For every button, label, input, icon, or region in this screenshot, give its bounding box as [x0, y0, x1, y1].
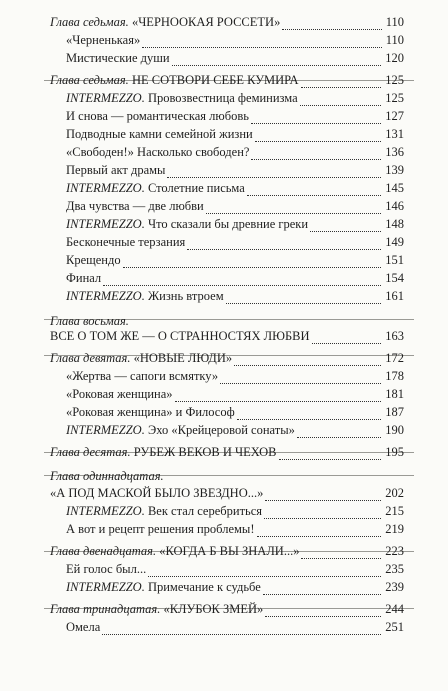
entry-title: «КОГДА Б ВЫ ЗНАЛИ...» [159, 544, 300, 558]
toc-entry[interactable] [0, 108, 448, 124]
intermezzo-label: INTERMEZZO. [66, 580, 145, 594]
entry-title: «А ПОД МАСКОЙ БЫЛО ЗВЕЗДНО...» [50, 486, 264, 500]
toc-entry-label [66, 198, 204, 214]
toc-entry-label [66, 162, 165, 178]
toc-entry-label [66, 288, 224, 304]
entry-title: «Роковая женщина» и Философ [66, 405, 235, 419]
toc-entry[interactable] [0, 422, 448, 438]
toc-entry[interactable] [0, 216, 448, 232]
leader-dots [206, 203, 382, 214]
toc-entry-label [50, 444, 277, 460]
leader-dots [282, 19, 381, 30]
entry-title: Мистические души [66, 51, 170, 65]
leader-dots [301, 77, 382, 88]
toc-entry-label [66, 521, 255, 537]
page-number: 125 [385, 91, 404, 105]
page-number: 190 [385, 423, 404, 437]
leader-dots [257, 526, 382, 537]
toc-entry-label [66, 368, 218, 384]
toc-entry[interactable] [0, 404, 448, 420]
page-number: 146 [385, 199, 404, 213]
toc-entry-label [66, 126, 253, 142]
page-number: 235 [385, 562, 404, 576]
toc-entry[interactable] [0, 521, 448, 537]
leader-dots [237, 409, 382, 420]
leader-dots [265, 606, 381, 617]
entry-title: Эхо «Крейцеровой сонаты» [147, 423, 295, 437]
leader-dots [297, 427, 381, 438]
toc-entry-label [50, 350, 232, 366]
page-number: 139 [385, 163, 404, 177]
toc-entry-label [66, 561, 146, 577]
toc-chapter-entry[interactable] [0, 601, 448, 617]
toc-entry-label [66, 108, 249, 124]
leader-dots [103, 275, 381, 286]
page-number: 202 [385, 486, 404, 500]
page-number: 151 [385, 253, 404, 267]
entry-title: А вот и рецепт решения проблемы! [66, 522, 255, 536]
page-number: 215 [385, 504, 404, 518]
entry-title: «ЧЕРНООКАЯ РОССЕТИ» [131, 15, 281, 29]
intermezzo-label: INTERMEZZO. [66, 289, 145, 303]
entry-title: «НОВЫЕ ЛЮДИ» [133, 351, 233, 365]
chapter-number: Глава одиннадцатая. [50, 469, 164, 483]
entry-title: НЕ СОТВОРИ СЕБЕ КУМИРА [131, 73, 299, 87]
leader-dots [251, 113, 381, 124]
leader-dots [300, 95, 382, 106]
entry-title: Два чувства — две любви [66, 199, 204, 213]
leader-dots [301, 548, 381, 559]
leader-dots [172, 55, 382, 66]
toc-entry-label [66, 404, 235, 420]
page-number: 120 [385, 51, 404, 65]
leader-dots [187, 239, 381, 250]
entry-title: «Черненькая» [66, 33, 141, 47]
toc-entry-label [66, 386, 173, 402]
toc-entry-label [66, 216, 308, 232]
page-number: 239 [385, 580, 404, 594]
chapter-number: Глава тринадцатая. [50, 602, 161, 616]
entry-title: Финал [66, 271, 102, 285]
page-number: 110 [385, 15, 404, 29]
page-number: 223 [385, 544, 404, 558]
leader-dots [264, 508, 381, 519]
toc-entry[interactable] [0, 485, 448, 501]
toc-entry-label [66, 422, 295, 438]
leader-dots [234, 355, 381, 366]
intermezzo-label: INTERMEZZO. [66, 181, 145, 195]
toc-chapter-entry[interactable] [0, 543, 448, 559]
leader-dots [247, 185, 381, 196]
entry-title: Провозвестница феминизма [147, 91, 298, 105]
page-number: 181 [385, 387, 404, 401]
leader-dots [263, 584, 381, 595]
toc-entry-label [50, 468, 164, 484]
toc-entry-label [50, 601, 263, 617]
entry-title: Век стал серебриться [147, 504, 263, 518]
entry-title: Крещендо [66, 253, 121, 267]
toc-entry[interactable] [0, 126, 448, 142]
toc-entry[interactable] [0, 368, 448, 384]
toc-entry[interactable] [0, 561, 448, 577]
toc-entry[interactable] [0, 234, 448, 250]
entry-title: Жизнь втроем [147, 289, 224, 303]
toc-entry-label [66, 144, 249, 160]
leader-dots [167, 167, 381, 178]
page-number: 110 [385, 33, 404, 47]
toc-chapter-entry[interactable] [0, 468, 448, 484]
toc-entry[interactable] [0, 198, 448, 214]
entry-title: ВСЕ О ТОМ ЖЕ — О СТРАННОСТЯХ ЛЮБВИ [50, 329, 310, 343]
toc-entry-label [66, 234, 185, 250]
toc-entry[interactable] [0, 503, 448, 519]
toc-entry-label [66, 503, 262, 519]
page-number: 148 [385, 217, 404, 231]
entry-title: Омела [66, 620, 101, 634]
page-number: 244 [385, 602, 404, 616]
toc-entry[interactable] [0, 162, 448, 178]
toc-entry-label [50, 485, 263, 501]
page-number: 187 [385, 405, 404, 419]
page-number: 161 [385, 289, 404, 303]
entry-title: «Свободен!» Насколько свободен? [66, 145, 250, 159]
page-number: 172 [385, 351, 404, 365]
page-number: 149 [385, 235, 404, 249]
page-number: 219 [385, 522, 404, 536]
leader-dots [312, 333, 382, 344]
entry-title: Бесконечные терзания [66, 235, 186, 249]
page-number: 251 [385, 620, 404, 634]
entry-title: Примечание к судьбе [147, 580, 261, 594]
intermezzo-label: INTERMEZZO. [66, 423, 145, 437]
toc-entry-label [66, 252, 121, 268]
toc-entry[interactable] [0, 144, 448, 160]
leader-dots [148, 566, 381, 577]
chapter-number: Глава двенадцатая. [50, 544, 157, 558]
toc-entry-label [50, 72, 299, 88]
toc-entry[interactable] [0, 270, 448, 286]
toc-entry-label [50, 328, 310, 344]
toc-entry-label [66, 180, 245, 196]
entry-title: Что сказали бы древние греки [147, 217, 309, 231]
intermezzo-label: INTERMEZZO. [66, 217, 145, 231]
entry-title: Первый акт драмы [66, 163, 166, 177]
leader-dots [102, 624, 381, 635]
chapter-number: Глава седьмая. [50, 15, 129, 29]
page-number: 145 [385, 181, 404, 195]
toc-entry[interactable] [0, 579, 448, 595]
leader-dots [142, 37, 381, 48]
page-number: 127 [385, 109, 404, 123]
toc-chapter-entry[interactable] [0, 350, 448, 366]
toc-entry[interactable] [0, 328, 448, 344]
leader-dots [310, 221, 381, 232]
page-number: 136 [385, 145, 404, 159]
toc-chapter-entry[interactable] [0, 444, 448, 460]
entry-title: «Роковая женщина» [66, 387, 173, 401]
toc-entry-label [66, 619, 100, 635]
page-number: 178 [385, 369, 404, 383]
chapter-number: Глава седьмая. [50, 73, 129, 87]
intermezzo-label: INTERMEZZO. [66, 504, 145, 518]
page-number: 195 [385, 445, 404, 459]
toc-entry-label [66, 270, 101, 286]
leader-dots [265, 490, 381, 501]
toc-chapter-entry[interactable] [0, 72, 448, 88]
toc-entry-label [66, 90, 298, 106]
toc-entry[interactable] [0, 180, 448, 196]
entry-title: Подводные камни семейной жизни [66, 127, 253, 141]
chapter-number: Глава восьмая. [50, 314, 129, 328]
leader-dots [251, 149, 381, 160]
leader-dots [220, 373, 381, 384]
toc-entry-label [50, 543, 299, 559]
entry-title: Столетние письма [147, 181, 245, 195]
toc-entry[interactable] [0, 50, 448, 66]
page-number: 154 [385, 271, 404, 285]
page-number: 125 [385, 73, 404, 87]
toc-entry[interactable] [0, 90, 448, 106]
leader-dots [255, 131, 382, 142]
toc-entry[interactable] [0, 288, 448, 304]
toc-entry[interactable] [0, 252, 448, 268]
entry-title: «Жертва — сапоги всмятку» [66, 369, 219, 383]
toc-entry[interactable] [0, 619, 448, 635]
toc-entry-label [50, 14, 280, 30]
page-number: 163 [385, 329, 404, 343]
toc-chapter-entry[interactable] [0, 14, 448, 30]
toc-entry-label [50, 313, 129, 329]
leader-dots [175, 391, 382, 402]
toc-entry-label [66, 579, 261, 595]
chapter-number: Глава десятая. [50, 445, 131, 459]
toc-entry[interactable] [0, 32, 448, 48]
toc-entry-label [66, 32, 140, 48]
leader-dots [226, 293, 382, 304]
toc-entry-label [66, 50, 170, 66]
entry-title: РУБЕЖ ВЕКОВ И ЧЕХОВ [133, 445, 277, 459]
entry-title: Ей голос был... [66, 562, 147, 576]
leader-dots [123, 257, 382, 268]
toc-entry[interactable] [0, 386, 448, 402]
page-number: 131 [385, 127, 404, 141]
chapter-number: Глава девятая. [50, 351, 131, 365]
leader-dots [279, 449, 382, 460]
toc-chapter-entry[interactable] [0, 313, 448, 329]
intermezzo-label: INTERMEZZO. [66, 91, 145, 105]
entry-title: «КЛУБОК ЗМЕЙ» [163, 602, 264, 616]
entry-title: И снова — романтическая любовь [66, 109, 249, 123]
